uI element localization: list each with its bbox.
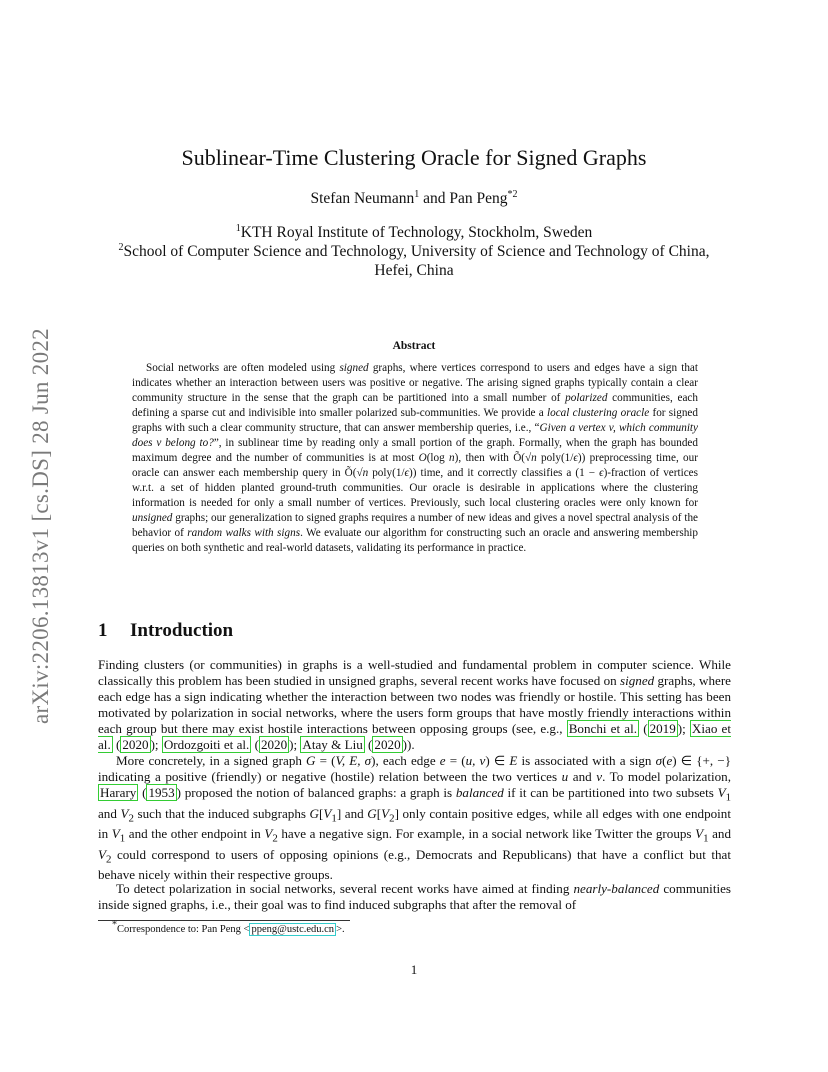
affiliation-2-cont: Hefei, China <box>374 262 454 279</box>
intro-paragraph-3: To detect polarization in social networks, several recent works have aimed at finding nearly-balanced communities inside signed graphs, i.e., their goal was to find induced subgraphs that after the removal of <box>98 881 731 912</box>
citation-link[interactable]: Atay & Liu <box>302 737 363 752</box>
footnote: *Correspondence to: Pan Peng < ppeng@ustc.edu.cn >. <box>112 919 345 935</box>
abstract-heading: Abstract <box>392 340 436 352</box>
affiliation-2 <box>0 243 828 261</box>
citation-link[interactable]: 2020 <box>374 737 401 752</box>
affil-marker: 2 <box>118 241 124 253</box>
citation-link[interactable]: Bonchi et al. <box>568 721 638 736</box>
arxiv-identifier-stamp <box>20 292 62 760</box>
author-affil-marker: *2 <box>507 188 518 200</box>
citation-link[interactable]: Ordozgoiti et al. <box>163 737 250 752</box>
intro-paragraph-2: More concretely, in a signed graph G = (V, E, σ), each edge e = (u, v) ∈ E is associated with a sign σ(e) ∈ {+, −} indicating a positive (friendly) or negative (hostile) relation between the two vertices u and v. To model polarization, Harary ( 1953 ) proposed the notion of balanced graphs: a graph is balanced if it can be partitioned into two subsets $V_1$ and $V_2$ such that the induced subgraphs $G[V_1]$ and $G[V_2]$ only contain positive edges, while all edges with one endpoint in $V_1$ and the other endpoint in $V_2$ have a negative sign. For example, in a social network like Twitter the groups $V_1$ and $V_2$ could correspond to users of opposing opinions (e.g., Democrats and Republicans) that have a conflict but that behave nicely within their respective groups. <box>98 753 732 883</box>
citation-link[interactable]: 2019 <box>649 721 676 736</box>
section-heading <box>98 620 233 642</box>
affil-text: School of Computer Science and Technology, University of Science and Technology of China, <box>123 243 710 260</box>
arxiv-id-text: arXiv:2206.13813v1 [cs.DS] 28 Jun 2022 <box>28 328 53 724</box>
email-link[interactable]: ppeng@ustc.edu.cn <box>251 924 335 935</box>
section-number: 1 <box>98 620 108 641</box>
affiliation-1 <box>0 224 828 242</box>
paper-title: Sublinear-Time Clustering Oracle for Signed Graphs <box>181 145 647 170</box>
citation-link[interactable]: Xiao et al. <box>98 721 731 752</box>
author-separator: and <box>419 190 450 207</box>
intro-paragraph-1: Finding clusters (or communities) in graphs is a well-studied and fundamental problem in computer science. While classically this problem has been studied in unsigned graphs, several recent works have focused on signed graphs, where each edge has a sign indicating whether the interaction between two nodes was friendly or hostile. This setting has been motivated by polarization in social networks, where the users form groups that have mostly friendly interactions within each group but there may exist hostile interactions between opposing groups (see, e.g., Bonchi et al. ( 2019 ); Xiao et al. ( 2020 ); Ordozgoiti et al. ( 2020 ); Atay & Liu ( 2020 )). <box>98 657 731 752</box>
author-name: Pan Peng <box>449 190 508 207</box>
author-affil-marker: 1 <box>414 188 420 200</box>
citation-link[interactable]: Harary <box>100 785 137 800</box>
page-number: 1 <box>410 962 418 977</box>
author-name: Stefan Neumann <box>310 190 415 207</box>
citation-link[interactable]: 2020 <box>122 737 149 752</box>
affil-text: KTH Royal Institute of Technology, Stockholm, Sweden <box>240 224 593 241</box>
abstract-body: Social networks are often modeled using signed graphs, where vertices correspond to users and edges have a sign that indicates whether an interaction between users was positive or negative. The arising signed graphs typically contain a clear community structure in the sense that the graph can be partitioned into a small number of polarized communities, each defining a sparse cut and indivisible into smaller polarized sub-communities. We provide a local clustering oracle for signed graphs with such a clear community structure, that can answer membership queries, i.e., “Given a vertex v, which community does v belong to?”, in sublinear time by reading only a small portion of the graph. Formally, when the graph has bounded maximum degree and the number of communities is at most O(log n), then with Õ(√n poly(1/ϵ)) preprocessing time, our oracle can answer each membership query in Õ(√n poly(1/ϵ)) time, and it correctly classifies a (1 − ϵ)-fraction of vertices w.r.t. a set of hidden planted ground-truth communities. Our oracle is desirable in applications where the clustering information is needed for only a small number of vertices. Previously, such local clustering oracles were only known for unsigned graphs; our generalization to signed graphs requires a number of new ideas and gives a novel spectral analysis of the behavior of random walks with signs. We evaluate our algorithm for constructing such an oracle and answering membership queries on both synthetic and real-world datasets, validating its performance in practice. <box>132 362 699 554</box>
author-line <box>0 190 828 208</box>
footnote-text: Correspondence to: Pan Peng < <box>117 924 250 935</box>
section-title: Introduction <box>130 620 234 641</box>
citation-link[interactable]: 2020 <box>260 737 288 752</box>
footnote-rule <box>98 920 350 921</box>
footnote-close: >. <box>336 924 345 935</box>
affil-marker: 1 <box>235 222 241 234</box>
citation-link[interactable]: 1953 <box>148 785 175 800</box>
